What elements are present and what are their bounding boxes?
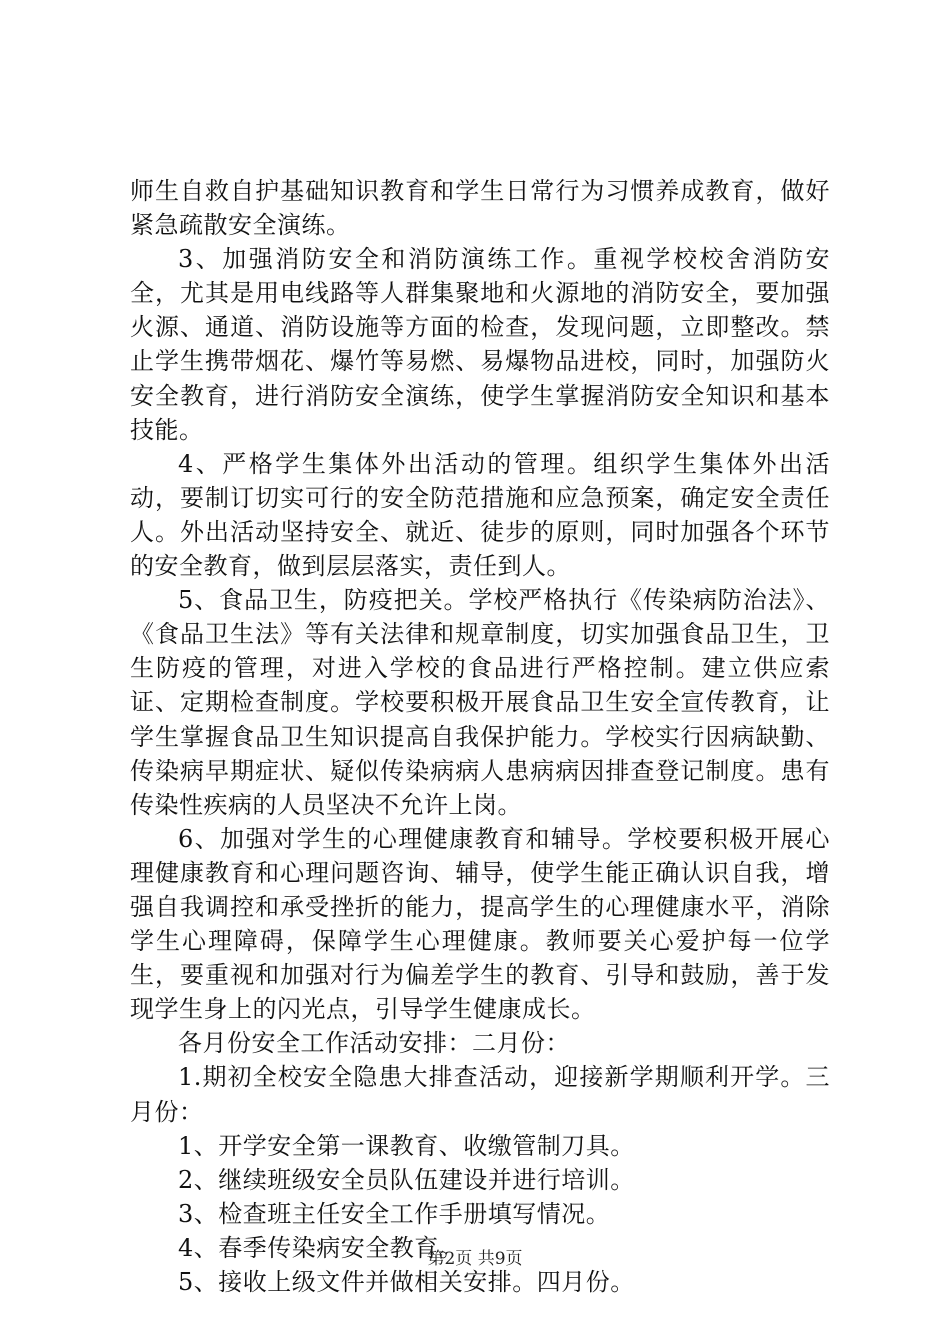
page-footer: 第2页 共9页: [427, 1249, 523, 1269]
paragraph-outing-management: 4、严格学生集体外出活动的管理。组织学生集体外出活动，要制订切实可行的安全防范措施和应急预案，确定安全责任人。外出活动坚持安全、就近、徒步的原则，同时加强各个环节的安全教育，做到层层落实，责任到人。: [130, 449, 830, 581]
list-item-feb-1: 1.期初全校安全隐患大排查活动，迎接新学期顺利开学。三月份：: [130, 1063, 830, 1126]
list-item-mar-3: 3、检查班主任安全工作手册填写情况。: [178, 1199, 611, 1228]
list-item-mar-1: 1、开学安全第一课教育、收缴管制刀具。: [178, 1131, 635, 1160]
list-item-mar-4: 4、春季传染病安全教育。: [178, 1233, 464, 1262]
paragraph-food-hygiene: 5、食品卫生，防疫把关。学校严格执行《传染病防治法》、《食品卫生法》等有关法律和规章制度，切实加强食品卫生，卫生防疫的管理，对进入学校的食品进行严格控制。建立供应索证、定期检查制度。学校要积极开展食品卫生安全宣传教育，让学生掌握食品卫生知识提高自我保护能力。学校实行因病缺勤、传染病早期症状、疑似传染病病人患病病因排查登记制度。患有传染性疾病的人员坚决不允许上岗。: [130, 586, 830, 819]
list-item-mar-5: 5、接收上级文件并做相关安排。四月份。: [178, 1268, 635, 1296]
paragraph-monthly-schedule-heading: 各月份安全工作活动安排：二月份：: [178, 1029, 570, 1058]
paragraph-continuation: 师生自救自护基础知识教育和学生日常行为习惯养成教育，做好紧急疏散安全演练。: [130, 177, 830, 240]
paragraph-fire-safety: 3、加强消防安全和消防演练工作。重视学校校舍消防安全，尤其是用电线路等人群集聚地和火源地的消防安全，要加强火源、通道、消防设施等方面的检查，发现问题，立即整改。禁止学生携带烟花、爆竹等易燃、易爆物品进校，同时，加强防火安全教育，进行消防安全演练，使学生掌握消防安全知识和基本技能。: [130, 245, 830, 444]
paragraph-mental-health: 6、加强对学生的心理健康教育和辅导。学校要积极开展心理健康教育和心理问题咨询、辅导，使学生能正确认识自我，增强自我调控和承受挫折的能力，提高学生的心理健康水平，消除学生心理障碍，保障学生心理健康。教师要关心爱护每一位学生，要重视和加强对行为偏差学生的教育、引导和鼓励，善于发现学生身上的闪光点，引导学生健康成长。: [130, 824, 830, 1024]
list-item-mar-2: 2、继续班级安全员队伍建设并进行培训。: [178, 1165, 635, 1194]
document-body: [130, 174, 830, 1299]
